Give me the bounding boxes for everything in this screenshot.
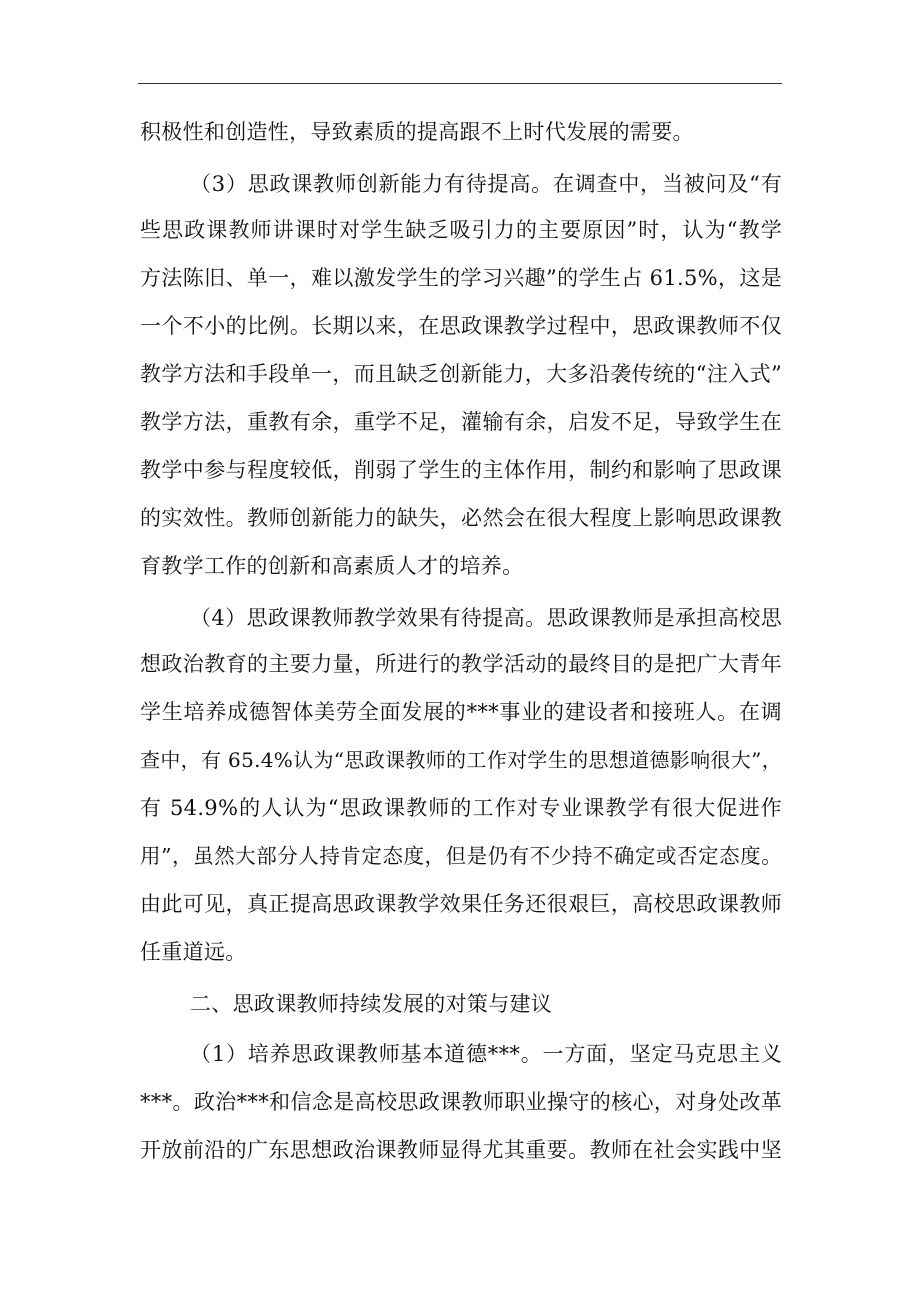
header-rule — [138, 83, 782, 84]
text-line: 积极性和创造性，导致素质的提高跟不上时代发展的需要。 — [140, 120, 694, 144]
text-line: 些思政课教师讲课时对学生缺乏吸引力的主要原因”时，认为“教学 — [140, 218, 782, 242]
text-line: 任重道远。 — [140, 940, 247, 964]
text-line: 查中，有 65.4%认为“思政课教师的工作对学生的思想道德影响很大”， — [140, 748, 782, 772]
text-line: 方法陈旧、单一，难以激发学生的学习兴趣”的学生占 61.5%，这是 — [140, 266, 782, 290]
text-line: 一个不小的比例。长期以来，在思政课教学过程中，思政课教师不仅 — [140, 314, 782, 338]
text-line: 教学中参与程度较低，削弱了学生的主体作用，制约和影响了思政课 — [140, 458, 782, 482]
text-line: （1）培养思政课教师基本道德***。一方面，坚定马克思主义 — [190, 1042, 782, 1066]
text-line: 学生培养成德智体美劳全面发展的***事业的建设者和接班人。在调 — [140, 700, 782, 724]
text-line: 用”，虽然大部分人持肯定态度，但是仍有不少持不确定或否定态度。 — [140, 844, 782, 868]
text-line: （3）思政课教师创新能力有待提高。在调查中，当被问及“有 — [190, 172, 782, 196]
text-line: 开放前沿的广东思想政治课教师显得尤其重要。教师在社会实践中坚 — [140, 1138, 782, 1162]
text-line: 由此可见，真正提高思政课教学效果任务还很艰巨，高校思政课教师 — [140, 892, 782, 916]
text-line: 有 54.9%的人认为“思政课教师的工作对专业课教学有很大促进作 — [140, 796, 782, 820]
text-line: ***。政治***和信念是高校思政课教师职业操守的核心，对身处改革 — [140, 1090, 782, 1114]
text-line: 想政治教育的主要力量，所进行的教学活动的最终目的是把广大青年 — [140, 652, 782, 676]
text-line: 教学方法和手段单一，而且缺乏创新能力，大多沿袭传统的“注入式” — [140, 362, 782, 386]
section-heading: 二、思政课教师持续发展的对策与建议 — [190, 992, 553, 1016]
text-line: （4）思政课教师教学效果有待提高。思政课教师是承担高校思 — [190, 606, 782, 630]
text-line: 的实效性。教师创新能力的缺失，必然会在很大程度上影响思政课教 — [140, 506, 782, 530]
text-line: 教学方法，重教有余，重学不足，灌输有余，启发不足，导致学生在 — [140, 410, 782, 434]
text-line: 育教学工作的创新和高素质人才的培养。 — [140, 554, 524, 578]
